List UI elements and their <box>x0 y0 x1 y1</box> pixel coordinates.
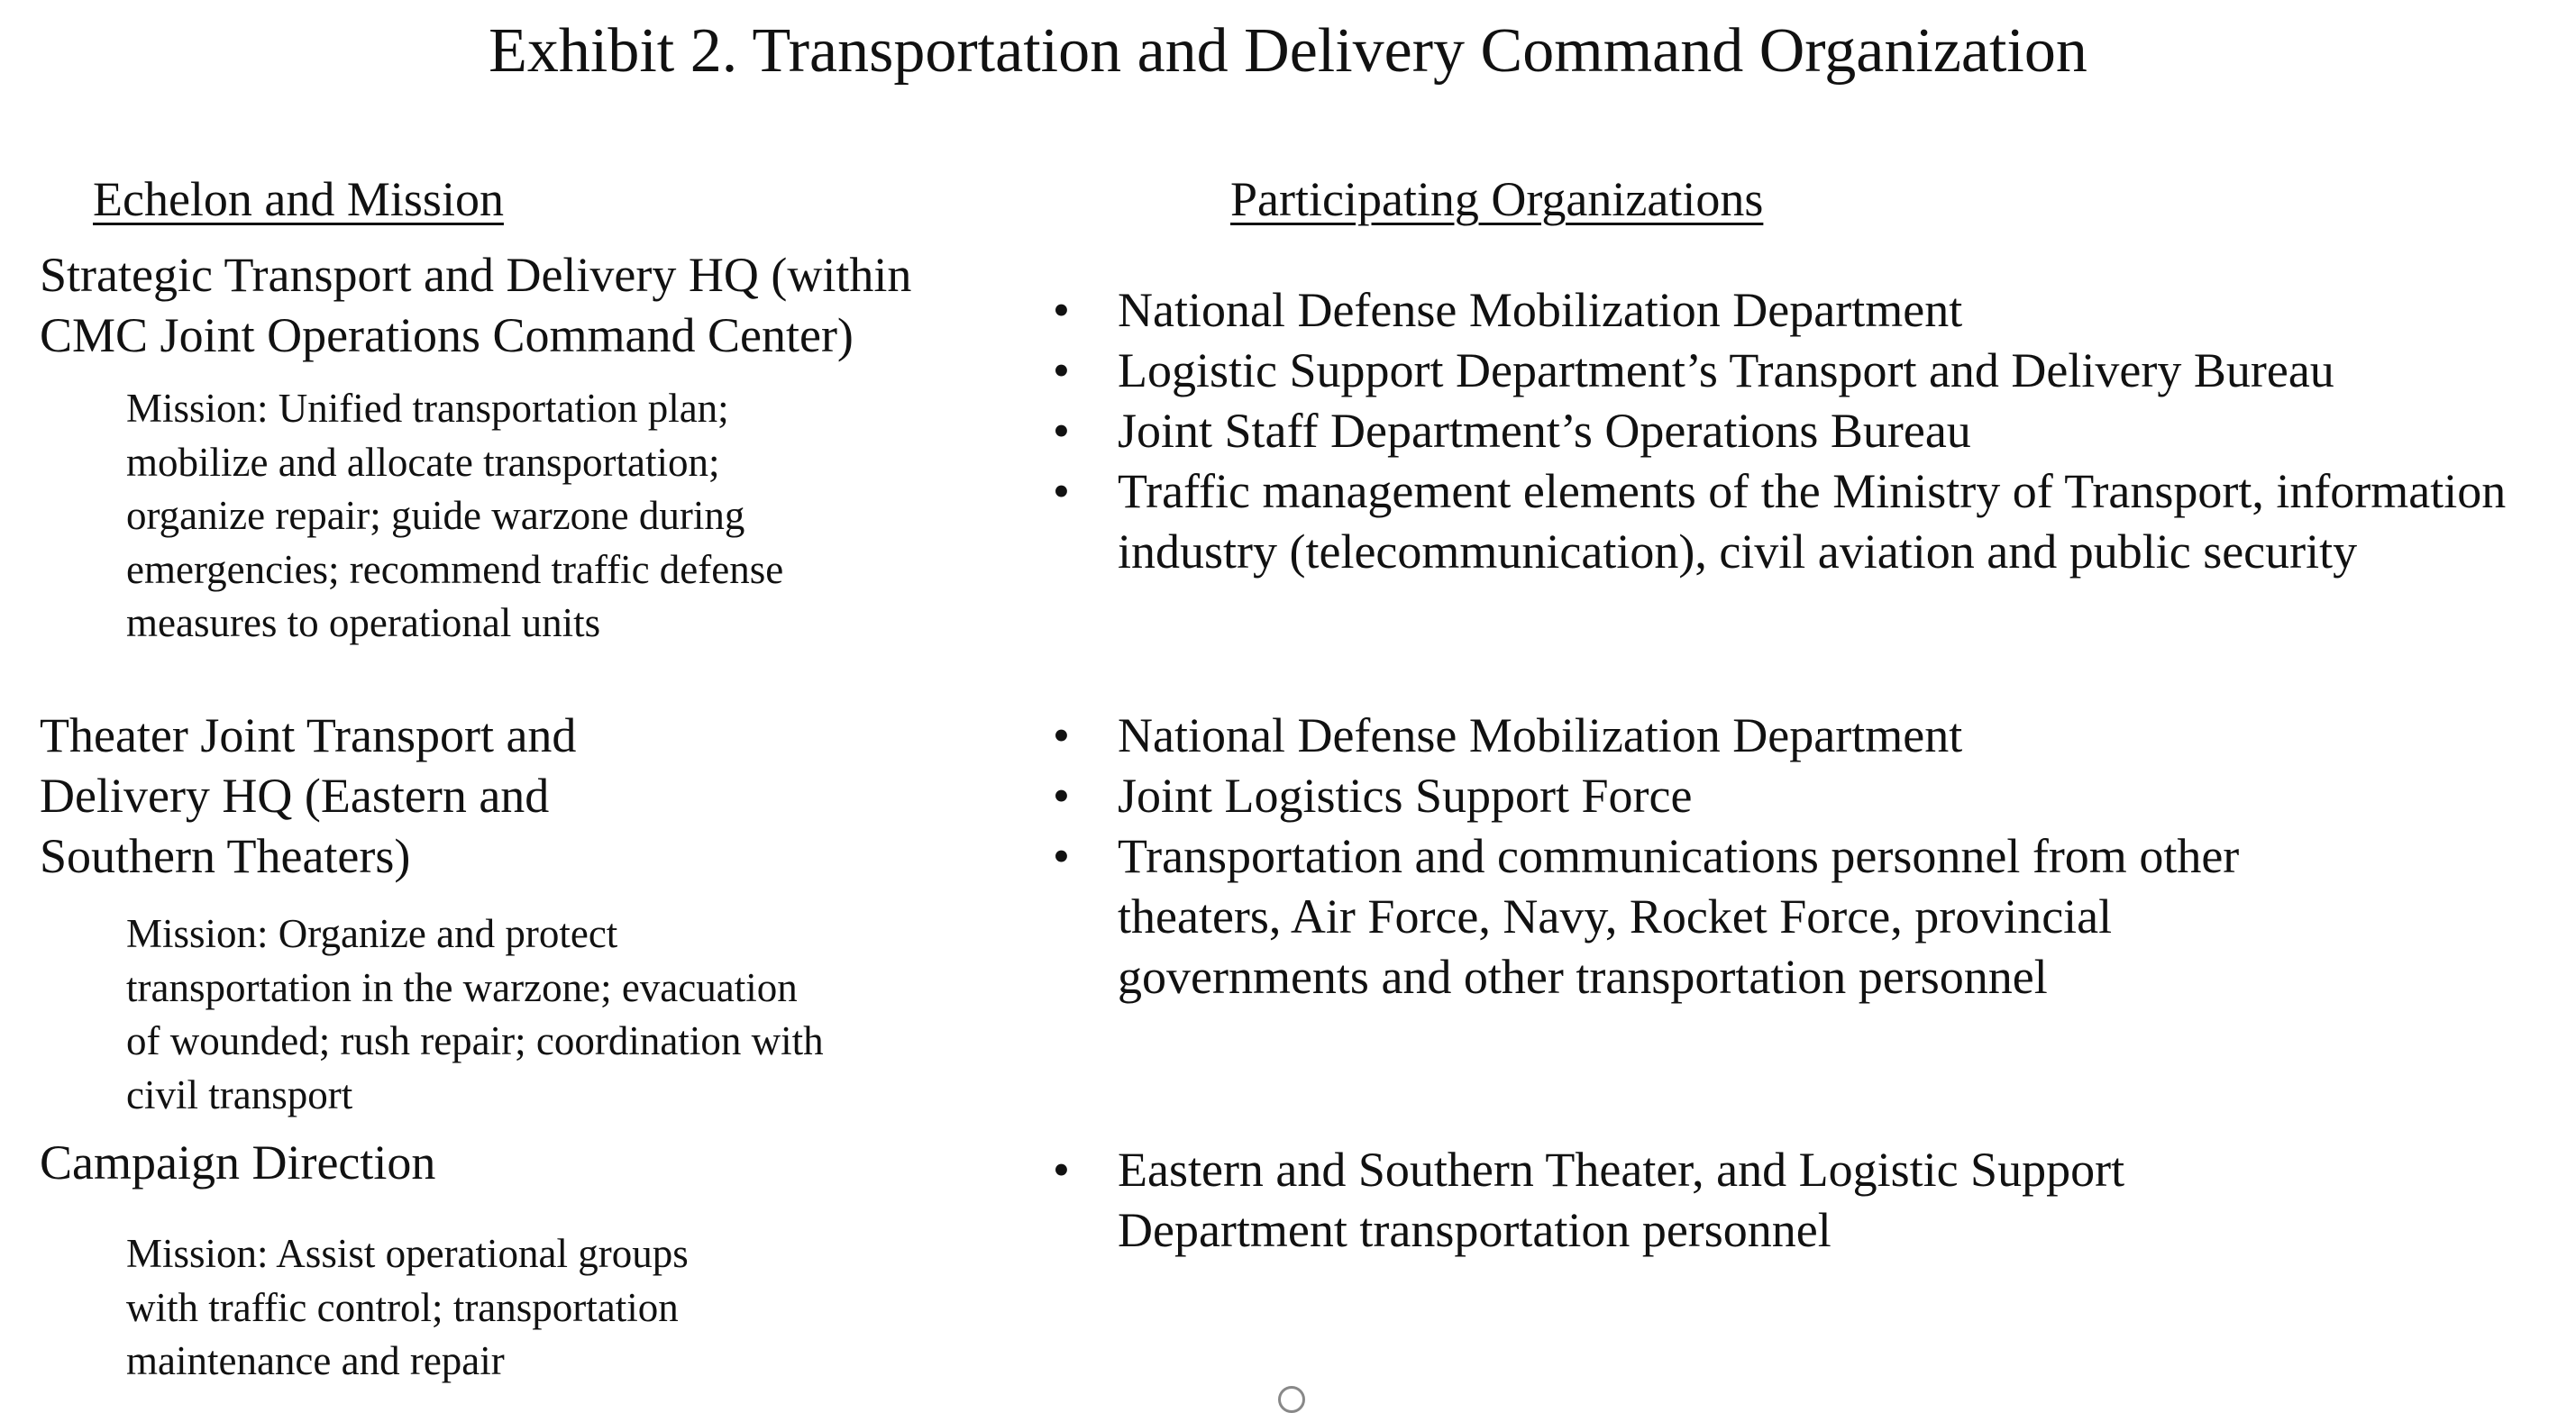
org-item <box>1053 401 2506 461</box>
mission-campaign <box>126 1227 689 1389</box>
org-line: Logistic Support Department’s Transport and Delivery Bureau <box>1118 343 2334 397</box>
org-item <box>1053 280 2506 341</box>
echelon-line: CMC Joint Operations Command Center) <box>40 308 854 362</box>
org-item <box>1053 826 2239 1007</box>
mission-line: mobilize and allocate transportation; <box>126 439 720 485</box>
echelon-line: Delivery HQ (Eastern and <box>40 769 550 823</box>
org-line: National Defense Mobilization Department <box>1118 708 1963 762</box>
exhibit-title: Exhibit 2. Transportation and Delivery Command Organization <box>489 16 2087 86</box>
org-line: theaters, Air Force, Navy, Rocket Force, provincial <box>1118 889 2113 944</box>
mission-line: organize repair; guide warzone during <box>126 493 745 538</box>
org-line: Eastern and Southern Theater, and Logistic Support <box>1118 1143 2125 1197</box>
echelon-line: Campaign Direction <box>40 1135 436 1190</box>
header-echelon-and-mission: Echelon and Mission <box>93 172 504 226</box>
org-line: Joint Staff Department’s Operations Bureau <box>1118 404 1971 458</box>
bullet: • <box>1053 464 1070 518</box>
mission-line: transportation in the warzone; evacuation <box>126 964 798 1010</box>
echelon-theater <box>40 706 576 887</box>
org-line: Joint Logistics Support Force <box>1118 769 1693 823</box>
mission-line: Mission: Assist operational groups <box>126 1231 689 1276</box>
org-line: Traffic management elements of the Ministry of Transport, information <box>1118 464 2507 518</box>
echelon-line: Theater Joint Transport and <box>40 708 577 762</box>
bullet: • <box>1053 343 1070 397</box>
bullet: • <box>1053 769 1070 823</box>
bullet: • <box>1053 829 1070 883</box>
mission-line: emergencies; recommend traffic defense <box>126 546 784 592</box>
bullet: • <box>1053 283 1070 337</box>
mission-line: with traffic control; transportation <box>126 1284 679 1330</box>
bullet: • <box>1053 404 1070 458</box>
bullet: • <box>1053 708 1070 762</box>
mission-theater <box>126 907 824 1122</box>
org-line: Department transportation personnel <box>1118 1203 1832 1257</box>
mission-line: maintenance and repair <box>126 1338 505 1383</box>
mission-strategic <box>126 382 783 651</box>
org-item <box>1053 706 2239 766</box>
orgs-campaign <box>1053 1140 2124 1261</box>
echelon-strategic <box>40 245 911 366</box>
orgs-theater <box>1053 706 2239 1007</box>
mission-line: measures to operational units <box>126 600 601 645</box>
echelon-line: Strategic Transport and Delivery HQ (within <box>40 248 912 302</box>
org-item <box>1053 1140 2124 1261</box>
echelon-line: Southern Theaters) <box>40 829 411 883</box>
org-line: governments and other transportation personnel <box>1118 950 2048 1004</box>
header-participating-organizations: Participating Organizations <box>1230 172 1764 226</box>
echelon-campaign <box>40 1133 435 1193</box>
mission-line: Mission: Organize and protect <box>126 911 618 956</box>
org-item <box>1053 341 2506 401</box>
orgs-strategic <box>1053 280 2506 582</box>
page-number-mark <box>1278 1386 1305 1413</box>
org-item <box>1053 461 2506 582</box>
org-line: industry (telecommunication), civil aviation and public security <box>1118 524 2358 579</box>
bullet: • <box>1053 1143 1070 1197</box>
mission-line: of wounded; rush repair; coordination with <box>126 1018 824 1063</box>
mission-line: civil transport <box>126 1071 353 1117</box>
org-line: National Defense Mobilization Department <box>1118 283 1963 337</box>
mission-line: Mission: Unified transportation plan; <box>126 386 729 431</box>
org-line: Transportation and communications personnel from other <box>1118 829 2240 883</box>
org-item <box>1053 766 2239 826</box>
